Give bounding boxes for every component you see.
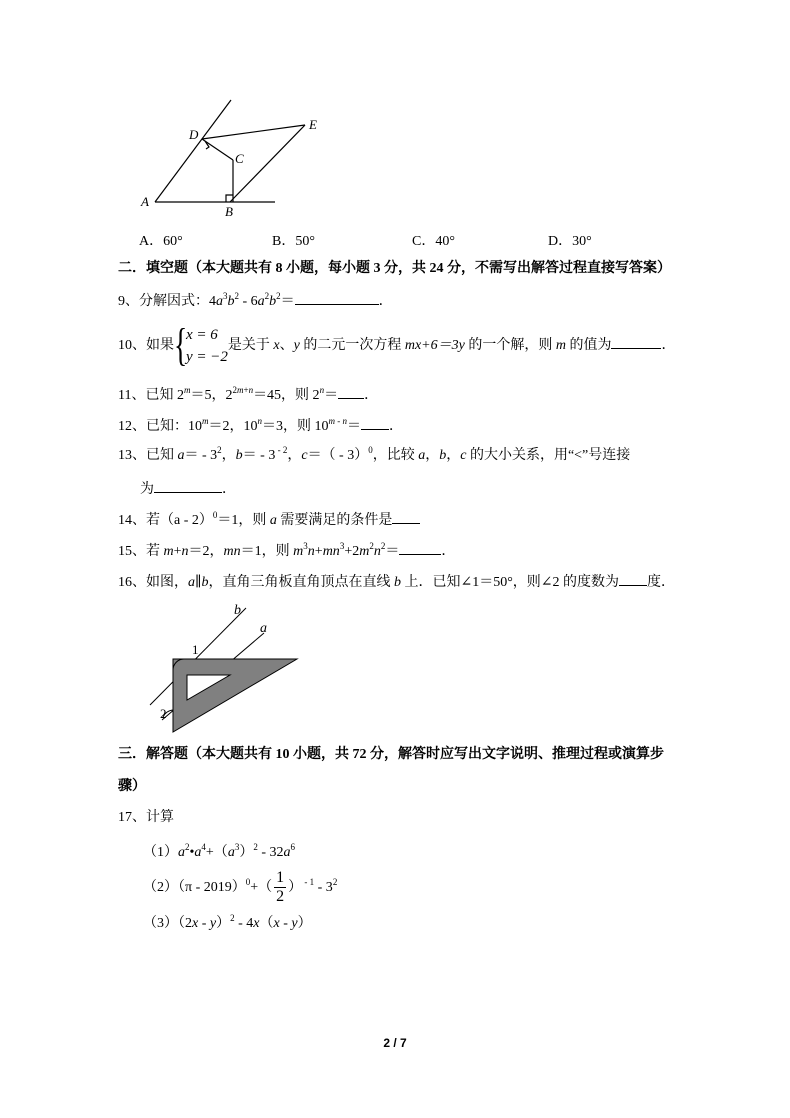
page-number: 2 / 7 bbox=[383, 1036, 407, 1050]
label-B: B bbox=[225, 204, 233, 219]
question-15: 15、若 m+n＝2，mn＝1，则 $m^3n+mn^3+2m^2n^2=$ ． bbox=[118, 541, 456, 559]
question-17-part-3: （3）（2x - y）$^2$ - 4x（x - y） bbox=[143, 913, 312, 931]
question-16: 16、如图，a∥b，直角三角板直角顶点在直线 b 上．已知∠1＝50°，则∠2 的度数为 度． bbox=[118, 571, 675, 593]
question-13-cont: 为 ． bbox=[140, 478, 236, 500]
option-c: C．40° bbox=[412, 234, 455, 249]
section-3-heading-cont: 骤） bbox=[118, 779, 146, 794]
geometry-figure-2 bbox=[140, 600, 310, 740]
question-13: 13、已知 $a= - 3^2$，b＝ - 3 $^{- 2}$，c＝（ - 3）$^0$，比较 a，b，c 的大小关系，用“<”号连接 bbox=[118, 445, 631, 463]
question-17: 17、计算 bbox=[118, 810, 174, 825]
question-9: 9、分解因式：$4a^3b^2 - 6a^2b^2=$ ． bbox=[118, 291, 393, 309]
question-17-part-2: （2）（π - 2019）$^0$+（ $\frac{1}{2}$ ） $^{- 1} - 3^2$ bbox=[143, 869, 338, 906]
fraction-one-half: $\frac{1}{2}$ bbox=[276, 869, 285, 906]
label-C: C bbox=[235, 151, 244, 166]
question-10: 10、如果 { x = 6 y = −2 是关于 x、y 的二元一次方程 mx+6＝3y 的一个解，则 m 的值为 ． bbox=[118, 318, 676, 370]
label-D: D bbox=[189, 127, 199, 142]
label-angle-2: 2 bbox=[160, 706, 167, 721]
question-17-part-1: $(1)a^2•a^4+(a^3)^2 - 32a^6$ bbox=[143, 842, 295, 860]
label-a: a bbox=[260, 621, 267, 636]
label-angle-1: 1 bbox=[192, 642, 199, 657]
label-E: E bbox=[309, 117, 317, 132]
geometry-figure-1 bbox=[135, 95, 335, 220]
option-a: A．60° bbox=[139, 234, 183, 249]
question-11: 11、已知 $2^m=5$，$2^{2m+n}=45$，则 $2^n=$ ． bbox=[118, 385, 379, 403]
question-12: 12、已知：$10^m=2$，$10^n=3$，则 $10^{m - n}=$ ． bbox=[118, 416, 403, 434]
label-A: A bbox=[141, 194, 149, 209]
section-2-heading: 二．填空题（本大题共有 8 小题，每小题 3 分，共 24 分，不需写出解答过程直接写答案） bbox=[118, 261, 671, 276]
question-14: 14、若（a - 2）$^0$＝1，则 a 需要满足的条件是 bbox=[118, 509, 420, 531]
option-b: B．50° bbox=[272, 234, 315, 249]
equation-system: { x = 6 y = −2 bbox=[174, 318, 228, 370]
label-b: b bbox=[234, 603, 241, 618]
section-3-heading: 三．解答题（本大题共有 10 小题，共 72 分，解答时应写出文字说明、推理过程或演算步 bbox=[118, 747, 664, 762]
option-d: D．30° bbox=[548, 234, 592, 249]
